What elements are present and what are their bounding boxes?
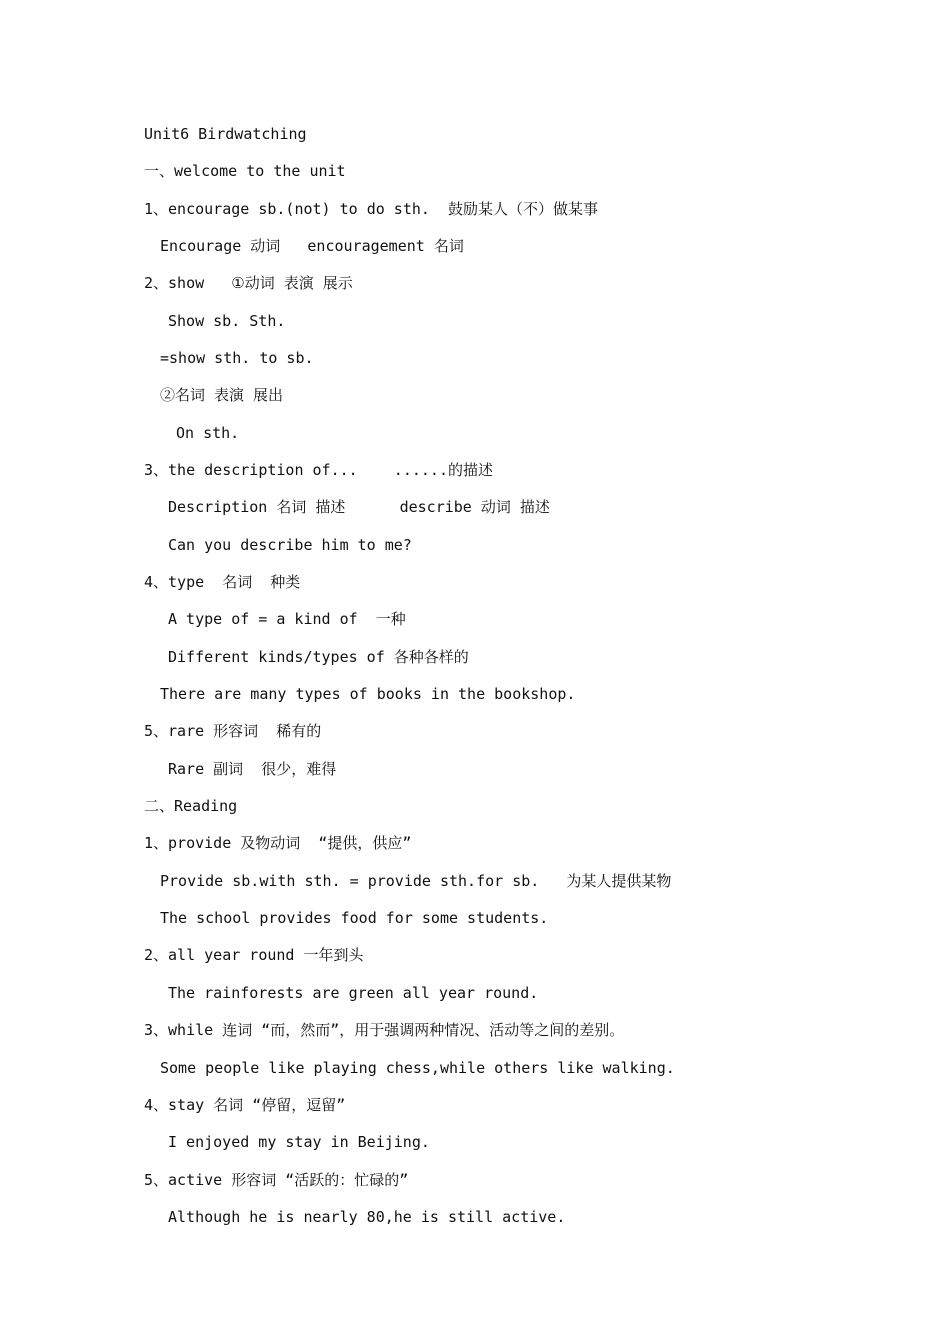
vocab-note: A type of = a kind of 一种 [168,610,406,628]
section-heading: 二、Reading [144,797,238,815]
section-heading: 一、welcome to the unit [144,162,346,180]
example-sentence: Can you describe him to me? [168,536,412,554]
vocab-note: Show sb. Sth. [168,312,286,330]
vocab-note: =show sth. to sb. [160,349,314,367]
vocab-note: Different kinds/types of 各种各样的 [168,648,469,666]
example-sentence: The school provides food for some students. [160,909,549,927]
example-sentence: Although he is nearly 80,he is still active. [168,1208,566,1226]
vocab-item: 1、encourage sb.(not) to do sth. 鼓励某人（不）做某事 [144,200,598,218]
vocab-item: 3、while 连词 “而，然而”，用于强调两种情况、活动等之间的差别。 [144,1021,625,1039]
vocab-item: 5、active 形容词 “活跃的：忙碌的” [144,1171,409,1189]
vocab-item: 3、the description of... ......的描述 [144,461,493,479]
vocab-item: 4、stay 名词 “停留，逗留” [144,1096,346,1114]
vocab-item: 5、rare 形容词 稀有的 [144,722,322,740]
vocab-item: 2、all year round 一年到头 [144,946,364,964]
example-sentence: I enjoyed my stay in Beijing. [168,1133,430,1151]
example-sentence: The rainforests are green all year round. [168,984,539,1002]
vocab-note: Provide sb.with sth. = provide sth.for sb. 为某人提供某物 [160,872,672,890]
vocab-item: 1、provide 及物动词 “提供，供应” [144,834,412,852]
document-title: Unit6 Birdwatching [144,125,307,143]
vocab-note: Encourage 动词 encouragement 名词 [160,237,464,255]
vocab-item: 2、show ①动词 表演 展示 [144,274,353,292]
vocab-note: Description 名词 描述 describe 动词 描述 [168,498,550,516]
vocab-item: 4、type 名词 种类 [144,573,301,591]
vocab-note: ②名词 表演 展出 [160,386,284,404]
example-sentence: There are many types of books in the bookshop. [160,685,576,703]
vocab-note: Rare 副词 很少，难得 [168,760,337,778]
example-sentence: Some people like playing chess,while others like walking. [160,1059,675,1077]
vocab-note: On sth. [176,424,240,442]
